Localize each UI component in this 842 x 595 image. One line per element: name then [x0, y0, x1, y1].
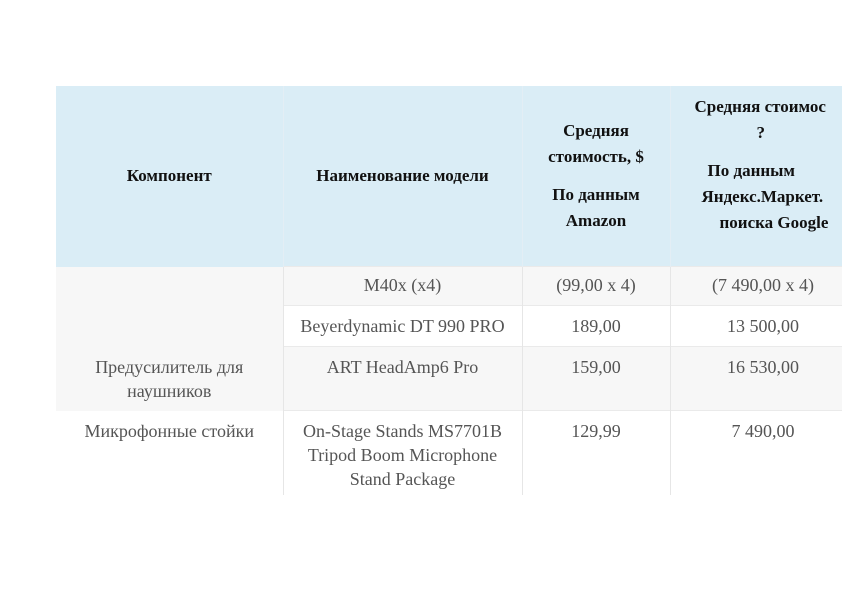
table-row	[56, 267, 842, 306]
header-model	[283, 86, 522, 267]
header-usd-title-line1: Средняя	[563, 121, 629, 140]
header-rub-source-line3: поиска Google	[719, 213, 829, 232]
header-model-label: Наименование модели	[316, 166, 489, 185]
header-component	[56, 86, 283, 267]
header-rub-title-line2: ?	[756, 123, 765, 142]
cell-rub-price: 16 530,00	[670, 347, 842, 411]
cell-usd-price: 129,99	[522, 411, 670, 496]
cell-component	[56, 267, 283, 347]
cell-usd-price: 189,00	[522, 306, 670, 347]
table-row	[56, 347, 842, 411]
cell-rub-price: (7 490,00 x 4)	[670, 267, 842, 306]
cell-component: Микрофонные стойки	[56, 411, 283, 496]
header-usd-title-line2: стоимость, $	[548, 147, 644, 166]
header-rub-title-line1: Средняя стоимос	[694, 97, 826, 116]
components-table	[56, 86, 842, 495]
header-rub-source-line2: Яндекс.Маркет.	[701, 187, 824, 206]
cell-model: Beyerdynamic DT 990 PRO	[283, 306, 522, 347]
cell-usd-price: 159,00	[522, 347, 670, 411]
header-component-label: Компонент	[126, 166, 212, 186]
cell-usd-price: (99,00 x 4)	[522, 267, 670, 306]
header-usd-source-line1: По данным	[552, 185, 640, 204]
header-rub-price	[670, 86, 842, 267]
table-row	[56, 411, 842, 496]
header-usd-source-line2: Amazon	[565, 211, 627, 230]
cell-component: Предусилитель для наушников	[56, 347, 283, 411]
table-header-row	[56, 86, 842, 267]
cell-model: ART HeadAmp6 Pro	[283, 347, 522, 411]
header-usd-price	[522, 86, 670, 267]
cell-rub-price: 7 490,00	[670, 411, 842, 496]
header-rub-source-line1: По данным	[707, 161, 796, 180]
cell-model: On-Stage Stands MS7701B Tripod Boom Microphone Stand Package	[283, 411, 522, 496]
cell-rub-price: 13 500,00	[670, 306, 842, 347]
cell-model: M40x (x4)	[283, 267, 522, 306]
